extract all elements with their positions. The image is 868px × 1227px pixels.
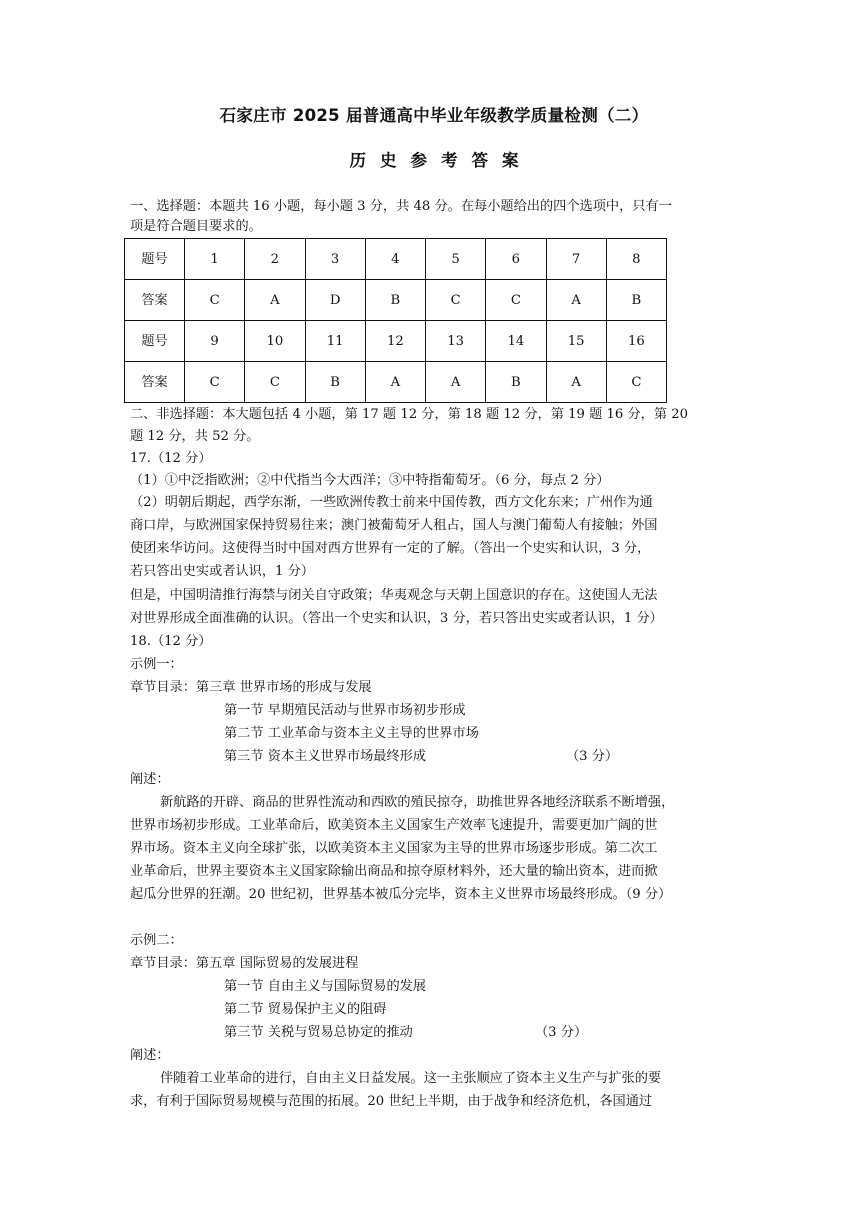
- table-cell: 4: [365, 239, 425, 280]
- table-cell: 8: [606, 239, 666, 280]
- table-cell: 6: [486, 239, 546, 280]
- table-cell: D: [305, 280, 365, 321]
- table-cell: C: [185, 280, 245, 321]
- example2-section: 第一节 自由主义与国际贸易的发展: [224, 979, 427, 994]
- table-row: [125, 239, 667, 280]
- example1-explain-line: 新航路的开辟、商品的世界性流动和西欧的殖民掠夺，助推世界各地经济联系不断增强，: [160, 795, 675, 810]
- section1-intro-line1: 一、选择题：本题共 16 小题，每小题 3 分，共 48 分。在每小题给出的四个选项中，只有一: [130, 199, 672, 214]
- q17-part2-line: 若只答出史实或者认识，1 分）: [130, 564, 315, 579]
- example1-label: 示例一：: [130, 657, 183, 672]
- q17-part3-line: 对世界形成全面准确的认识。（答出一个史实和认识，3 分，若只答出史实或者认识，1 分）: [130, 611, 663, 626]
- example2-section: 第三节 关税与贸易总协定的推动: [224, 1025, 413, 1040]
- example1-explain-label: 阐述：: [130, 772, 170, 787]
- table-cell: C: [245, 362, 305, 403]
- q17-header: 17.（12 分）: [130, 451, 212, 466]
- example1-chapter: 章节目录：第三章 世界市场的形成与发展: [130, 680, 372, 695]
- example1-explain-line: 业革命后，世界主要资本主义国家除输出商品和掠夺原材料外，还大量的输出资本，进而掀: [130, 864, 658, 879]
- table-cell: C: [606, 362, 666, 403]
- table-row: [125, 321, 667, 362]
- table-cell: 答案: [125, 280, 185, 321]
- example1-explain-line: 世界市场初步形成。工业革命后，欧美资本主义国家生产效率飞速提升，需要更加广阔的世: [130, 818, 658, 833]
- document-subtitle: 历史参考答案: [349, 151, 533, 170]
- table-cell: 16: [606, 321, 666, 362]
- example1-section: 第一节 早期殖民活动与世界市场初步形成: [224, 703, 466, 718]
- table-cell: C: [426, 280, 486, 321]
- q17-part2-line: 商口岸，与欧洲国家保持贸易往来；澳门被葡萄牙人租占，国人与澳门葡萄人有接触；外国: [130, 518, 658, 533]
- table-cell: 5: [426, 239, 486, 280]
- example2-explain-line: 求，有利于国际贸易规模与范围的拓展。20 世纪上半期，由于战争和经济危机，各国通过: [130, 1094, 653, 1109]
- section1-intro-line2: 项是符合题目要求的。: [130, 219, 262, 234]
- table-cell: B: [305, 362, 365, 403]
- table-cell: B: [486, 362, 546, 403]
- q17-part2-line: 使团来华访问。这使得当时中国对西方世界有一定的了解。（答出一个史实和认识，3 分，: [130, 541, 651, 556]
- example1-explain-line: 起瓜分世界的狂潮。20 世纪初，世界基本被瓜分完毕，资本主义世界市场最终形成。（9 分）: [130, 887, 672, 902]
- example2-score: （3 分）: [535, 1025, 588, 1040]
- example2-section: 第二节 贸易保护主义的阻碍: [224, 1002, 387, 1017]
- table-cell: 14: [486, 321, 546, 362]
- q17-part3-line: 但是，中国明清推行海禁与闭关自守政策；华夷观念与天朝上国意识的存在。这使国人无法: [130, 588, 658, 603]
- table-cell: A: [245, 280, 305, 321]
- table-cell: A: [546, 280, 606, 321]
- table-cell: A: [365, 362, 425, 403]
- example1-section: 第二节 工业革命与资本主义主导的世界市场: [224, 726, 479, 741]
- table-cell: 12: [365, 321, 425, 362]
- q17-part1: （1）①中泛指欧洲；②中代指当今大西洋；③中特指葡萄牙。（6 分，每点 2 分）: [130, 473, 610, 488]
- q17-part2-line: （2）明朝后期起，西学东渐，一些欧洲传教士前来中国传教，西方文化东来；广州作为通: [130, 495, 653, 510]
- table-cell: 9: [185, 321, 245, 362]
- table-cell: 7: [546, 239, 606, 280]
- section2-intro-line1: 二、非选择题：本大题包括 4 小题，第 17 题 12 分，第 18 题 12 分，第 19 题 16 分，第 20: [130, 407, 688, 422]
- example1-score: （3 分）: [566, 749, 619, 764]
- table-row: [125, 280, 667, 321]
- example1-explain-line: 界市场。资本主义向全球扩张，以欧美资本主义国家为主导的世界市场逐步形成。第二次工: [130, 841, 658, 856]
- example2-chapter: 章节目录：第五章 国际贸易的发展进程: [130, 956, 359, 971]
- example1-section: 第三节 资本主义世界市场最终形成: [224, 749, 427, 764]
- table-cell: 3: [305, 239, 365, 280]
- table-cell: C: [185, 362, 245, 403]
- table-cell: 1: [185, 239, 245, 280]
- table-cell: 题号: [125, 321, 185, 362]
- table-cell: A: [546, 362, 606, 403]
- table-cell: B: [606, 280, 666, 321]
- answer-table: [124, 238, 667, 403]
- table-cell: 答案: [125, 362, 185, 403]
- example2-explain-line: 伴随着工业革命的进行，自由主义日益发展。这一主张顺应了资本主义生产与扩张的要: [160, 1071, 662, 1086]
- table-cell: C: [486, 280, 546, 321]
- document-title: 石家庄市 2025 届普通高中毕业年级教学质量检测（二）: [219, 106, 649, 125]
- table-cell: B: [365, 280, 425, 321]
- table-cell: 13: [426, 321, 486, 362]
- table-cell: A: [426, 362, 486, 403]
- table-cell: 11: [305, 321, 365, 362]
- q18-header: 18.（12 分）: [130, 634, 212, 649]
- table-cell: 题号: [125, 239, 185, 280]
- table-cell: 10: [245, 321, 305, 362]
- example2-label: 示例二：: [130, 933, 183, 948]
- example2-explain-label: 阐述：: [130, 1048, 170, 1063]
- table-cell: 15: [546, 321, 606, 362]
- table-row: [125, 362, 667, 403]
- table-cell: 2: [245, 239, 305, 280]
- section2-intro-line2: 题 12 分，共 52 分。: [130, 429, 260, 444]
